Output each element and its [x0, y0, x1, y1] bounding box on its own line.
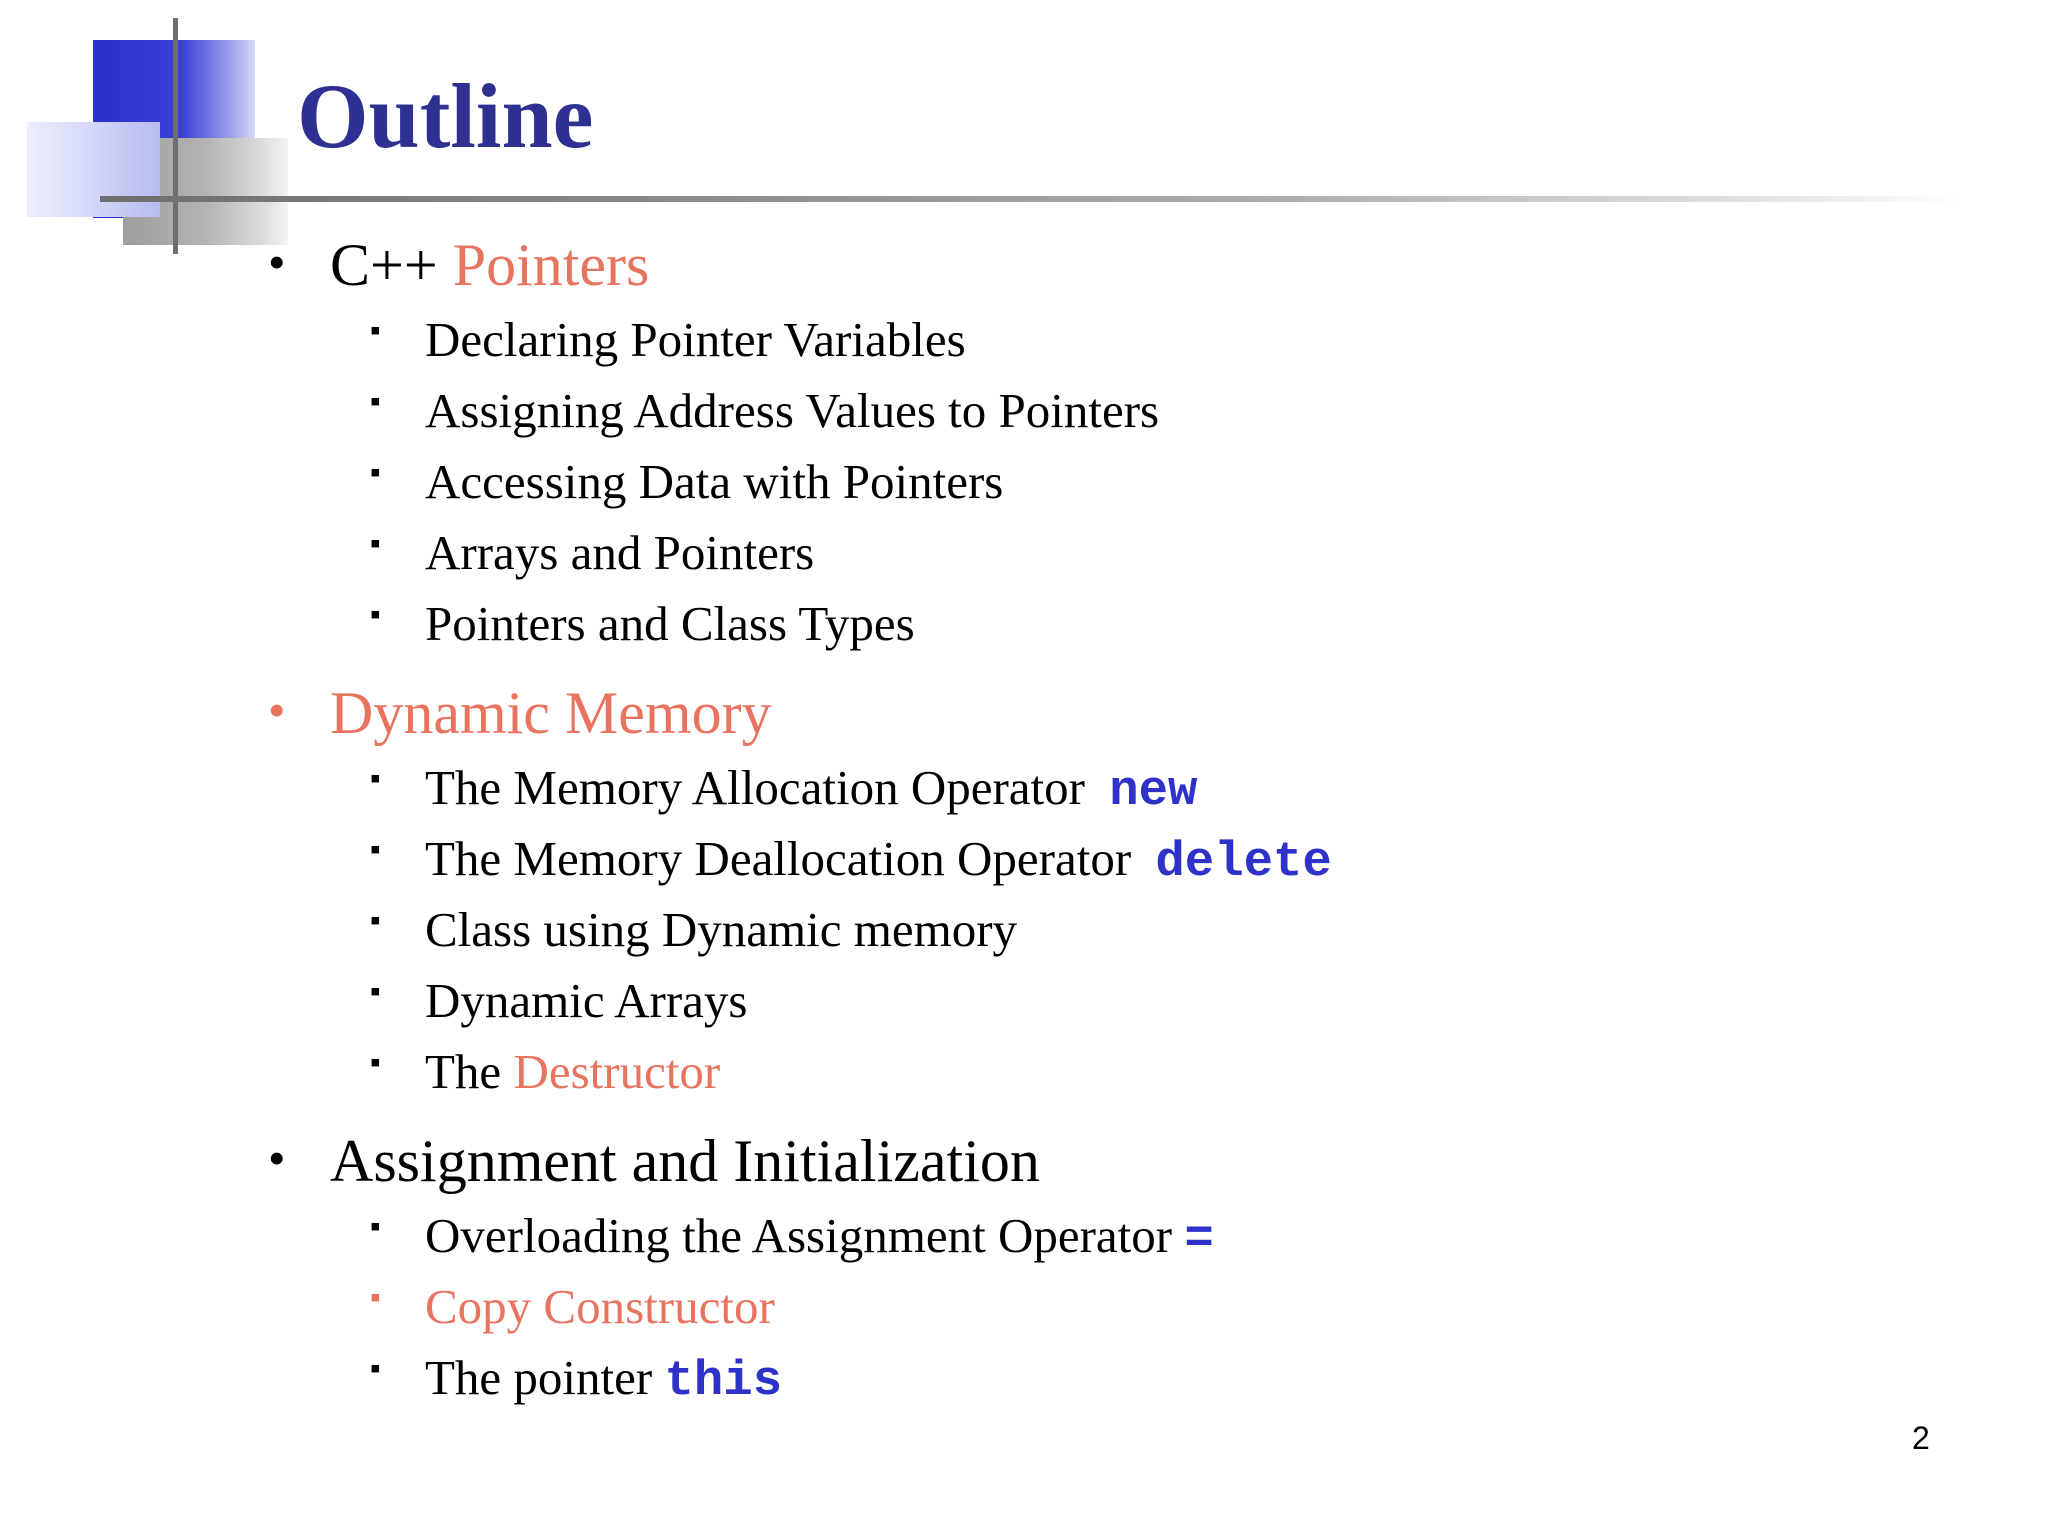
square-bullet-icon: ▪ [370, 1210, 381, 1243]
list-item [370, 1350, 783, 1409]
code-keyword: delete [1155, 834, 1332, 890]
list-item [370, 454, 1004, 509]
square-bullet-icon: ▪ [370, 598, 381, 631]
list-item [370, 831, 1332, 890]
section-highlight: Pointers [452, 232, 650, 298]
square-bullet-icon: ▪ [370, 833, 381, 866]
section-pointers [268, 232, 650, 298]
item-text: Declaring Pointer Variables [425, 312, 966, 367]
square-bullet-icon: ▪ [370, 385, 381, 418]
title-underline-rule [100, 196, 1960, 202]
section-dynamic-memory [268, 680, 772, 746]
code-keyword: = [1184, 1211, 1214, 1267]
item-text: Class using Dynamic memory [425, 902, 1018, 957]
item-text: Overloading the Assignment Operator [425, 1208, 1185, 1263]
bullet-dot-icon: • [268, 682, 286, 738]
section-prefix: C++ [330, 232, 453, 298]
list-item [370, 312, 966, 367]
vertical-rule [173, 18, 178, 254]
square-bullet-icon: ▪ [370, 762, 381, 795]
list-item [370, 973, 748, 1028]
item-text: Pointers and Class Types [425, 596, 915, 651]
list-item [370, 596, 915, 651]
list-item [370, 902, 1018, 957]
logo-square-light [27, 122, 160, 217]
item-text: Dynamic Arrays [425, 973, 748, 1028]
list-item [370, 1279, 775, 1334]
list-item [370, 1044, 721, 1099]
bullet-dot-icon: • [268, 234, 286, 290]
square-bullet-icon: ▪ [370, 527, 381, 560]
square-bullet-icon: ▪ [370, 456, 381, 489]
square-bullet-icon: ▪ [370, 975, 381, 1008]
list-item [370, 383, 1160, 438]
item-accent: Copy Constructor [425, 1279, 775, 1334]
square-bullet-icon: ▪ [370, 904, 381, 937]
square-bullet-icon: ▪ [370, 314, 381, 347]
item-text: Arrays and Pointers [425, 525, 815, 580]
list-item [370, 760, 1198, 819]
item-text: The pointer [425, 1350, 665, 1405]
square-bullet-icon: ▪ [370, 1281, 381, 1314]
item-accent: Destructor [513, 1044, 721, 1099]
item-text: The [425, 1044, 514, 1099]
page-number: 2 [1912, 1420, 1930, 1456]
list-item [370, 525, 815, 580]
section-prefix: Assignment and Initialization [330, 1128, 1040, 1194]
section-assignment-initialization [268, 1128, 1040, 1194]
code-keyword: this [664, 1353, 783, 1409]
item-text: The Memory Deallocation Operator [425, 831, 1144, 886]
section-highlight: Dynamic Memory [330, 680, 772, 746]
bullet-dot-icon: • [268, 1130, 286, 1186]
square-bullet-icon: ▪ [370, 1046, 381, 1079]
code-keyword: new [1109, 763, 1198, 819]
square-bullet-icon: ▪ [370, 1352, 381, 1385]
item-text: Assigning Address Values to Pointers [425, 383, 1160, 438]
item-text: The Memory Allocation Operator [425, 760, 1098, 815]
item-text: Accessing Data with Pointers [425, 454, 1004, 509]
list-item [370, 1208, 1214, 1267]
slide-title: Outline [297, 65, 594, 167]
